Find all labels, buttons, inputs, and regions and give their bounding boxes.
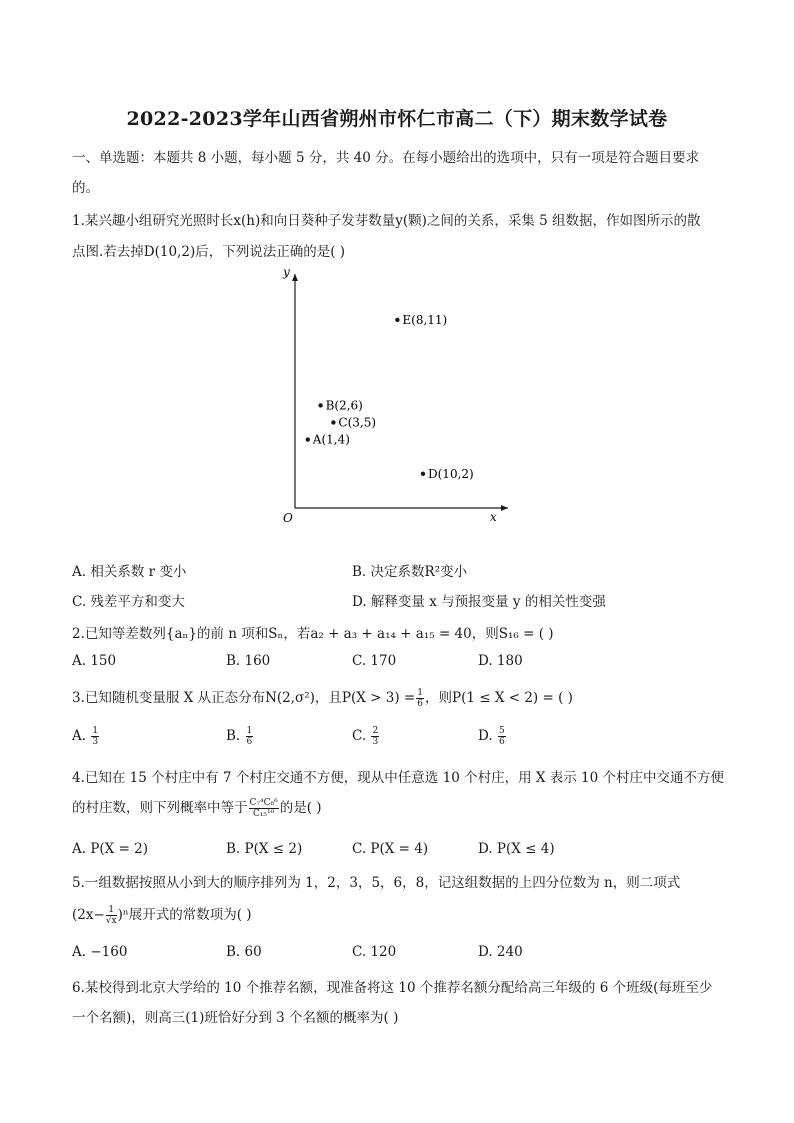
x-axis-label: x (490, 510, 497, 524)
x-axis-arrow (501, 505, 508, 511)
q3-option-d-den: 6 (498, 737, 505, 747)
q1-option-b[interactable]: B. 决定系数R²变小 (352, 564, 468, 580)
page-title: 2022-2023学年山西省朔州市怀仁市高二（下）期末数学试卷 (126, 108, 668, 130)
q5-frac-den: √x (105, 916, 117, 926)
q5-option-d[interactable]: D. 240 (478, 944, 523, 960)
q3-option-c-num: 2 (372, 726, 379, 736)
q5-text-line1: 5.一组数据按照从小到大的顺序排列为 1，2，3，5，6，8，记这组数据的上四分位数为 n，则二项式 (72, 875, 681, 891)
q3-text-after: ，则P(1 ≤ X < 2) = ( ) (424, 690, 573, 706)
q4-frac-den: C₁₅¹⁰ (252, 809, 275, 819)
q3-option-b-num: 1 (246, 726, 253, 736)
q3-text-before: 3.已知随机变量服 X 从正态分布N(2,σ²)，且P(X > 3) = (72, 690, 416, 706)
q3-option-c-label: C. (352, 728, 367, 744)
q4-option-c[interactable]: C. P(X = 4) (352, 841, 429, 857)
q4-option-a[interactable]: A. P(X = 2) (72, 841, 149, 857)
q3-fraction (416, 688, 424, 709)
q2-text: 2.已知等差数列{aₙ}的前 n 项和Sₙ，若a₂ + a₃ + a₁₄ + a₁₅ = 40，则S₁₆ = ( ) (72, 626, 554, 642)
q3-option-d-fraction (498, 726, 506, 747)
q3-option-c-fraction (371, 726, 379, 747)
q3-option-a[interactable] (72, 726, 100, 747)
q2-option-a[interactable]: A. 150 (72, 653, 117, 669)
y-axis-label: y (283, 265, 290, 279)
data-point-label: B(2,6) (325, 398, 363, 413)
origin-label: O (283, 511, 293, 525)
y-axis-arrow (292, 274, 298, 281)
q4-text-line1: 4.已知在 15 个村庄中有 7 个村庄交通不方便，现从中任意选 10 个村庄，用 X 表示 10 个村庄中交通不方便 (72, 770, 725, 786)
q1-text-line2: 点图.若去掉D(10,2)后，下列说法正确的是( ) (72, 244, 346, 260)
q1-option-c[interactable]: C. 残差平方和变大 (72, 594, 185, 610)
q3-option-a-den: 3 (92, 737, 99, 747)
q3-frac-num: 1 (417, 688, 423, 698)
section-heading-line1: 一、单选题：本题共 8 小题，每小题 5 分，共 40 分。在每小题给出的选项中，只有一项是符合题目要求 (72, 150, 700, 166)
q4-fraction (249, 798, 279, 819)
q4-text-line2 (72, 796, 322, 819)
q3-option-a-label: A. (72, 728, 87, 744)
q3-option-a-num: 1 (92, 726, 99, 736)
q6-text-line2: 一个名额)，则高三(1)班恰好分到 3 个名额的概率为( ) (72, 1010, 399, 1026)
q3-option-d-num: 5 (498, 726, 505, 736)
q5-option-b[interactable]: B. 60 (226, 944, 262, 960)
q3-option-c[interactable] (352, 726, 380, 747)
q5-text-line2 (72, 903, 252, 926)
q3-option-a-fraction (91, 726, 99, 747)
q3-option-b-fraction (246, 726, 254, 747)
data-point-label: C(3,5) (338, 415, 377, 430)
data-point-label: D(10,2) (428, 466, 474, 481)
scatter-plot (270, 262, 530, 532)
q1-option-a[interactable]: A. 相关系数 r 变小 (72, 564, 187, 580)
data-point (421, 472, 425, 476)
q6-text-line1: 6.某校得到北京大学给的 10 个推荐名额，现准备将这 10 个推荐名额分配给高三年级的 6 个班级(每班至少 (72, 980, 713, 996)
q3-option-c-den: 3 (372, 737, 379, 747)
q2-option-b[interactable]: B. 160 (226, 653, 271, 669)
q3-option-b-den: 6 (246, 737, 253, 747)
q5-text-after: )ⁿ展开式的常数项为( ) (117, 907, 252, 923)
q2-option-d[interactable]: D. 180 (478, 653, 523, 669)
q4-option-b[interactable]: B. P(X ≤ 2) (226, 841, 303, 857)
data-point (306, 437, 310, 441)
q1-text-line1: 1.某兴趣小组研究光照时长x(h)和向日葵种子发芽数量y(颗)之间的关系，采集 5 组数据，作如图所示的散 (72, 213, 701, 229)
data-point-label: E(8,11) (402, 312, 448, 327)
data-point-label: A(1,4) (312, 432, 350, 447)
q1-option-d[interactable]: D. 解释变量 x 与预报变量 y 的相关性变强 (352, 594, 606, 610)
q5-option-a[interactable]: A. −160 (72, 944, 128, 960)
data-point (331, 420, 335, 424)
q3-option-b-label: B. (226, 728, 241, 744)
q5-text-before: (2x− (72, 907, 105, 923)
q3-text (72, 686, 573, 709)
q4-text-before: 的村庄数，则下列概率中等于 (72, 800, 248, 816)
q3-option-d[interactable] (478, 726, 507, 747)
q4-frac-num: C₇⁴C₈⁶ (249, 798, 278, 808)
section-heading-line2: 的。 (72, 180, 99, 196)
q4-text-after: 的是( ) (279, 800, 322, 816)
q5-fraction (106, 905, 117, 926)
q3-option-d-label: D. (478, 728, 493, 744)
q5-option-c[interactable]: C. 120 (352, 944, 397, 960)
q2-option-c[interactable]: C. 170 (352, 653, 397, 669)
q3-frac-den: 6 (417, 699, 423, 709)
data-point (318, 403, 322, 407)
q4-option-d[interactable]: D. P(X ≤ 4) (478, 841, 555, 857)
q3-option-b[interactable] (226, 726, 254, 747)
data-point (395, 318, 399, 322)
q5-frac-num: 1 (106, 905, 117, 916)
